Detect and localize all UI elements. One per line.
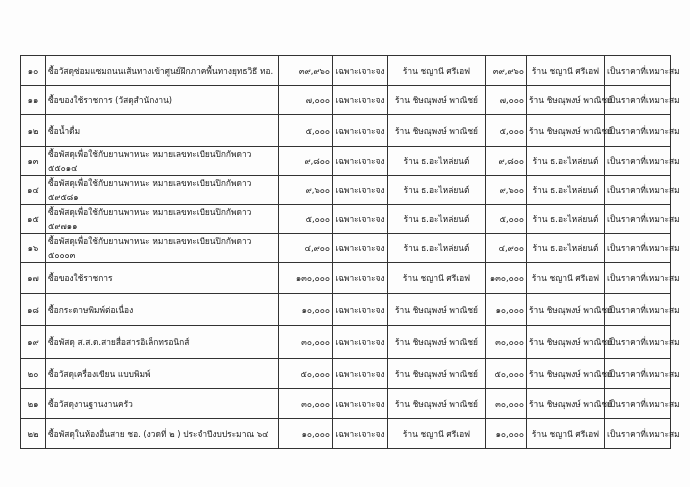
budget-amount: ๑๐,๐๐๐	[279, 419, 333, 449]
bidder-name: ร้าน ธ.อะไหล่ยนต์	[388, 147, 486, 176]
selected-vendor: ร้าน ชิษณุพงษ์ พาณิชย์	[527, 115, 605, 147]
selected-vendor: ร้าน ชิษณุพงษ์ พาณิชย์	[527, 294, 605, 326]
selection-reason: เป็นราคาที่เหมาะสม	[605, 326, 671, 359]
procurement-method: เฉพาะเจาะจง	[333, 56, 388, 86]
budget-amount: ๓๙,๙๖๐	[279, 56, 333, 86]
row-number: ๒๒	[21, 419, 46, 449]
item-description: ซื้อพัสดุเพื่อใช้กับยานพาหนะ หมายเลขทะเบียนปิกกัพดาว ๕๙๕๘๑	[46, 176, 279, 205]
offered-price: ๗,๐๐๐	[486, 86, 527, 115]
offered-price: ๑๐,๐๐๐	[486, 419, 527, 449]
procurement-method: เฉพาะเจาะจง	[333, 389, 388, 419]
selection-reason: เป็นราคาที่เหมาะสม	[605, 294, 671, 326]
item-description: ซื้อวัสดุเครื่องเขียน แบบพิมพ์	[46, 359, 279, 389]
budget-amount: ๑๓๐,๐๐๐	[279, 263, 333, 294]
selected-vendor: ร้าน ชญานี ศรีเอฟ	[527, 56, 605, 86]
selected-vendor: ร้าน ชิษณุพงษ์ พาณิชย์	[527, 359, 605, 389]
bidder-name: ร้าน ชิษณุพงษ์ พาณิชย์	[388, 326, 486, 359]
item-description: ซื้อพัสดุ ส.ส.ด.สายสื่อสารอิเล็กทรอนิกส์	[46, 326, 279, 359]
row-number: ๑๔	[21, 176, 46, 205]
offered-price: ๔,๙๐๐	[486, 234, 527, 263]
selected-vendor: ร้าน ธ.อะไหล่ยนต์	[527, 176, 605, 205]
selection-reason: เป็นราคาที่เหมาะสม	[605, 176, 671, 205]
selection-reason: เป็นราคาที่เหมาะสม	[605, 205, 671, 234]
selected-vendor: ร้าน ชิษณุพงษ์ พาณิชย์	[527, 326, 605, 359]
row-number: ๑๐	[21, 56, 46, 86]
bidder-name: ร้าน ชิษณุพงษ์ พาณิชย์	[388, 115, 486, 147]
procurement-method: เฉพาะเจาะจง	[333, 147, 388, 176]
offered-price: ๓๙,๙๖๐	[486, 56, 527, 86]
row-number: ๑๕	[21, 205, 46, 234]
selection-reason: เป็นราคาที่เหมาะสม	[605, 147, 671, 176]
procurement-method: เฉพาะเจาะจง	[333, 326, 388, 359]
budget-amount: ๑๐,๐๐๐	[279, 294, 333, 326]
item-description: ซื้อพัสดุเพื่อใช้กับยานพาหนะ หมายเลขทะเบียนปิกกัพดาว ๕๐๐๐๓	[46, 234, 279, 263]
selection-reason: เป็นราคาที่เหมาะสม	[605, 86, 671, 115]
row-number: ๒๐	[21, 359, 46, 389]
selected-vendor: ร้าน ธ.อะไหล่ยนต์	[527, 147, 605, 176]
offered-price: ๙,๖๐๐	[486, 176, 527, 205]
offered-price: ๓๐,๐๐๐	[486, 326, 527, 359]
table-row	[21, 176, 671, 205]
table-row	[21, 234, 671, 263]
selection-reason: เป็นราคาที่เหมาะสม	[605, 263, 671, 294]
budget-amount: ๔,๙๐๐	[279, 234, 333, 263]
item-description: ซื้อวัสดุซ่อมแซมถนนเส้นทางเข้าศูนย์ฝึกภาคพื้นทางยุทธวิธี ทอ.	[46, 56, 279, 86]
budget-amount: ๕๐,๐๐๐	[279, 359, 333, 389]
row-number: ๑๙	[21, 326, 46, 359]
budget-amount: ๙,๖๐๐	[279, 176, 333, 205]
budget-amount: ๕,๐๐๐	[279, 115, 333, 147]
table-row	[21, 147, 671, 176]
selected-vendor: ร้าน ธ.อะไหล่ยนต์	[527, 234, 605, 263]
budget-amount: ๙,๘๐๐	[279, 147, 333, 176]
row-number: ๑๒	[21, 115, 46, 147]
procurement-method: เฉพาะเจาะจง	[333, 86, 388, 115]
budget-amount: ๓๐,๐๐๐	[279, 326, 333, 359]
selection-reason: เป็นราคาที่เหมาะสม	[605, 359, 671, 389]
procurement-method: เฉพาะเจาะจง	[333, 205, 388, 234]
bidder-name: ร้าน ชญานี ศรีเอฟ	[388, 56, 486, 86]
row-number: ๑๓	[21, 147, 46, 176]
item-description: ซื้อพัสดุในห้องอื่นสาย ชอ. (งวดที่ ๒ ) ประจำปีงบประมาณ ๖๔	[46, 419, 279, 449]
item-description: ซื้อของใช้ราชการ	[46, 263, 279, 294]
bidder-name: ร้าน ชญานี ศรีเอฟ	[388, 263, 486, 294]
table-row	[21, 389, 671, 419]
procurement-method: เฉพาะเจาะจง	[333, 359, 388, 389]
selection-reason: เป็นราคาที่เหมาะสม	[605, 234, 671, 263]
row-number: ๑๘	[21, 294, 46, 326]
offered-price: ๙,๘๐๐	[486, 147, 527, 176]
bidder-name: ร้าน ชญานี ศรีเอฟ	[388, 419, 486, 449]
selection-reason: เป็นราคาที่เหมาะสม	[605, 115, 671, 147]
bidder-name: ร้าน ชิษณุพงษ์ พาณิชย์	[388, 389, 486, 419]
table-row	[21, 419, 671, 449]
procurement-method: เฉพาะเจาะจง	[333, 176, 388, 205]
selection-reason: เป็นราคาที่เหมาะสม	[605, 389, 671, 419]
bidder-name: ร้าน ธ.อะไหล่ยนต์	[388, 205, 486, 234]
selected-vendor: ร้าน ธ.อะไหล่ยนต์	[527, 205, 605, 234]
offered-price: ๓๐,๐๐๐	[486, 389, 527, 419]
budget-amount: ๗,๐๐๐	[279, 86, 333, 115]
bidder-name: ร้าน ชิษณุพงษ์ พาณิชย์	[388, 359, 486, 389]
selected-vendor: ร้าน ชญานี ศรีเอฟ	[527, 263, 605, 294]
row-number: ๑๗	[21, 263, 46, 294]
selection-reason: เป็นราคาที่เหมาะสม	[605, 419, 671, 449]
item-description: ซื้อพัสดุเพื่อใช้กับยานพาหนะ หมายเลขทะเบียนปิกกัพดาว ๕๙๗๑๑	[46, 205, 279, 234]
table-row	[21, 205, 671, 234]
budget-amount: ๓๐,๐๐๐	[279, 389, 333, 419]
selected-vendor: ร้าน ชญานี ศรีเอฟ	[527, 419, 605, 449]
selected-vendor: ร้าน ชิษณุพงษ์ พาณิชย์	[527, 86, 605, 115]
selection-reason: เป็นราคาที่เหมาะสม	[605, 56, 671, 86]
procurement-table	[20, 55, 680, 449]
table-row	[21, 359, 671, 389]
table-row	[21, 326, 671, 359]
bidder-name: ร้าน ธ.อะไหล่ยนต์	[388, 176, 486, 205]
offered-price: ๕๐,๐๐๐	[486, 359, 527, 389]
procurement-method: เฉพาะเจาะจง	[333, 115, 388, 147]
procurement-method: เฉพาะเจาะจง	[333, 419, 388, 449]
table-row	[21, 86, 671, 115]
bidder-name: ร้าน ชิษณุพงษ์ พาณิชย์	[388, 294, 486, 326]
table-row	[21, 294, 671, 326]
item-description: ซื้อของใช้ราชการ (วัสดุสำนักงาน)	[46, 86, 279, 115]
table-row	[21, 56, 671, 86]
offered-price: ๕,๐๐๐	[486, 205, 527, 234]
procurement-method: เฉพาะเจาะจง	[333, 263, 388, 294]
procurement-method: เฉพาะเจาะจง	[333, 294, 388, 326]
item-description: ซื้อกระดาษพิมพ์ต่อเนื่อง	[46, 294, 279, 326]
offered-price: ๕,๐๐๐	[486, 115, 527, 147]
budget-amount: ๕,๐๐๐	[279, 205, 333, 234]
row-number: ๒๑	[21, 389, 46, 419]
table-row	[21, 115, 671, 147]
item-description: ซื้อน้ำดื่ม	[46, 115, 279, 147]
table-row	[21, 263, 671, 294]
offered-price: ๑๐,๐๐๐	[486, 294, 527, 326]
bidder-name: ร้าน ธ.อะไหล่ยนต์	[388, 234, 486, 263]
item-description: ซื้อพัสดุเพื่อใช้กับยานพาหนะ หมายเลขทะเบียนปิกกัพดาว ๕๕๐๑๔	[46, 147, 279, 176]
row-number: ๑๑	[21, 86, 46, 115]
row-number: ๑๖	[21, 234, 46, 263]
procurement-method: เฉพาะเจาะจง	[333, 234, 388, 263]
selected-vendor: ร้าน ชิษณุพงษ์ พาณิชย์	[527, 389, 605, 419]
offered-price: ๑๓๐,๐๐๐	[486, 263, 527, 294]
item-description: ซื้อวัสดุงานฐานงานครัว	[46, 389, 279, 419]
bidder-name: ร้าน ชิษณุพงษ์ พาณิชย์	[388, 86, 486, 115]
